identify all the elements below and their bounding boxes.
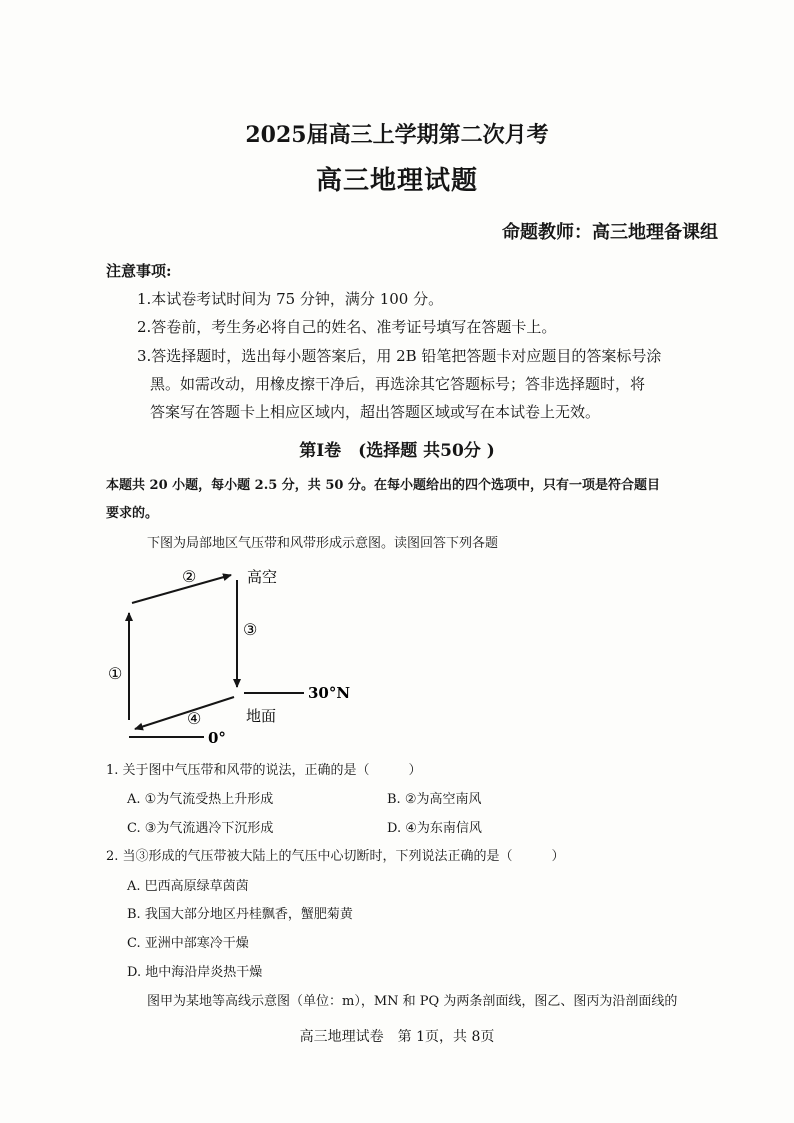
page-footer: 高三地理试卷 第 1页，共 8页 bbox=[299, 1029, 495, 1045]
question-1-option-b: B. ②为高空南风 bbox=[387, 792, 482, 807]
question-1-option-c: C. ③为气流遇冷下沉形成 bbox=[127, 821, 274, 836]
question-2-option-d: D. 地中海沿岸炎热干燥 bbox=[127, 965, 263, 980]
question-1-stem: 1. 关于图中气压带和风带的说法，正确的是（ ） bbox=[106, 763, 422, 778]
notice-item-3: 3.答选择题时，选出每小题答案后，用 2B 铅笔把答题卡对应题目的答案标号涂 bbox=[137, 347, 662, 365]
label-30n: 30°N bbox=[308, 684, 351, 702]
exam-title-line1: 2025届高三上学期第二次月考 bbox=[245, 122, 549, 148]
next-question-lead: 图甲为某地等高线示意图（单位：m），MN 和 PQ 为两条剖面线，图乙、图丙为沿剖面线的 bbox=[147, 994, 678, 1009]
circled-number-4: ④ bbox=[187, 709, 202, 728]
label-high-altitude: 高空 bbox=[247, 568, 278, 586]
diagram-lead-text: 下图为局部地区气压带和风带形成示意图。读图回答下列各题 bbox=[147, 536, 499, 551]
circled-number-2: ② bbox=[182, 567, 197, 586]
question-2-option-a: A. 巴西高原绿草茵茵 bbox=[127, 879, 249, 894]
exam-title-subject: 高三地理试题 bbox=[315, 166, 478, 196]
section-intro-line1: 本题共 20 小题，每小题 2.5 分，共 50 分。在每小题给出的四个选项中，只有一项是符合题目 bbox=[106, 478, 660, 493]
notice-heading: 注意事项: bbox=[106, 262, 172, 280]
question-2-option-b: B. 我国大部分地区丹桂飘香，蟹肥菊黄 bbox=[127, 907, 353, 922]
notice-item-1: 1.本试卷考试时间为 75 分钟，满分 100 分。 bbox=[137, 290, 444, 308]
question-2-option-c: C. 亚洲中部寒冷干燥 bbox=[127, 936, 249, 951]
notice-item-3-cont-2: 答案写在答题卡上相应区域内，超出答题区域或写在本试卷上无效。 bbox=[150, 403, 601, 421]
circled-number-1: ① bbox=[108, 664, 123, 683]
question-2-stem: 2. 当③形成的气压带被大陆上的气压中心切断时，下列说法正确的是（ ） bbox=[106, 849, 565, 864]
exam-author: 命题教师：高三地理备课组 bbox=[502, 222, 718, 243]
notice-item-3-cont-1: 黑。如需改动，用橡皮擦干净后，再选涂其它答题标号；答非选择题时，将 bbox=[150, 375, 646, 393]
notice-item-2: 2.答卷前，考生务必将自己的姓名、准考证号填写在答题卡上。 bbox=[137, 318, 557, 336]
label-equator: 0° bbox=[208, 729, 226, 747]
section-title: 第Ⅰ卷 (选择题 共50分 ) bbox=[299, 441, 495, 461]
section-intro-line2: 要求的。 bbox=[106, 506, 159, 521]
airflow-arrow-4 bbox=[135, 697, 234, 729]
question-1-option-a: A. ①为气流受热上升形成 bbox=[127, 792, 274, 807]
pressure-belt-diagram bbox=[100, 560, 370, 750]
question-1-option-d: D. ④为东南信风 bbox=[387, 821, 482, 836]
circled-number-3: ③ bbox=[243, 620, 258, 639]
label-ground: 地面 bbox=[246, 707, 277, 725]
